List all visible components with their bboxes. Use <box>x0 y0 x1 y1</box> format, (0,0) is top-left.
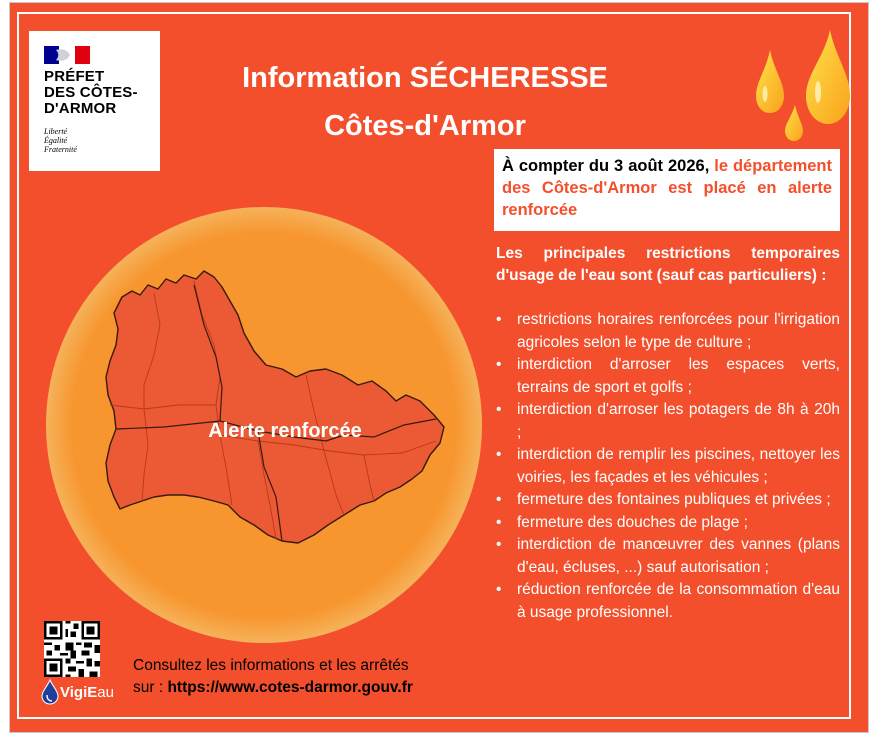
prefecture-name <box>44 69 138 117</box>
restriction-item <box>496 309 840 354</box>
vigieau-wordmark <box>60 684 114 701</box>
prefecture-logo <box>29 31 160 171</box>
announcement-status: le département des Côtes-d'Armor est placé en alerte renforcée <box>502 157 832 219</box>
bullet-icon: • <box>496 536 502 553</box>
consult-info <box>133 655 413 699</box>
restriction-item <box>496 354 840 399</box>
restriction-text: interdiction d'arroser les espaces verts, terrains de sport et golfs ; <box>517 356 840 396</box>
qr-code-icon[interactable] <box>44 621 100 677</box>
page-subtitle: Côtes-d'Armor <box>324 110 526 142</box>
water-drops-icon <box>748 30 856 145</box>
prefecture-name-line1: PRÉFET <box>44 68 105 85</box>
restrictions-intro: Les principales restrictions temporaires d'usage de l'eau sont (sauf cas particuliers) : <box>496 245 840 284</box>
restriction-item <box>496 579 840 624</box>
restriction-text: réduction renforcée de la consommation d'eau à usage professionnel. <box>517 581 840 621</box>
restriction-item <box>496 399 840 444</box>
bullet-icon: • <box>496 581 502 598</box>
vigieau-bold: VigiE <box>60 684 98 701</box>
restriction-text: interdiction de remplir les piscines, nettoyer les voiries, les façades et les véhicules ; <box>517 446 840 486</box>
prefecture-name-line2: DES CÔTES- <box>44 84 138 101</box>
consult-line1: Consultez les informations et les arrêtés <box>133 657 409 674</box>
bullet-icon: • <box>496 513 502 531</box>
restriction-item <box>496 489 840 512</box>
restrictions-list <box>496 309 840 624</box>
alert-level-label: Alerte renforcée <box>208 420 362 442</box>
bullet-icon: • <box>496 311 502 328</box>
marianne-flag-icon <box>44 46 90 64</box>
restriction-text: fermeture des douches de plage ; <box>517 513 748 531</box>
prefecture-name-line3: D'ARMOR <box>44 100 117 117</box>
prefecture-url-link[interactable]: https://www.cotes-darmor.gouv.fr <box>167 679 413 696</box>
motto-liberte: Liberté <box>44 127 68 136</box>
bullet-icon: • <box>496 446 502 463</box>
restriction-item <box>496 512 840 535</box>
page-title: Information SÉCHERESSE <box>242 62 608 94</box>
alert-announcement <box>494 149 840 231</box>
bullet-icon: • <box>496 401 502 418</box>
restriction-item <box>496 444 840 489</box>
restriction-text: interdiction d'arroser les potagers de 8h à 20h ; <box>517 401 840 441</box>
restriction-text: restrictions horaires renforcées pour l'irrigation agricoles selon le type de culture ; <box>517 311 840 351</box>
consult-line2 <box>133 677 413 699</box>
consult-prefix: sur : <box>133 679 168 696</box>
vigieau-light: au <box>97 684 114 701</box>
republic-motto <box>44 127 77 154</box>
bullet-icon: • <box>496 491 502 508</box>
restriction-item <box>496 534 840 579</box>
motto-fraternite: Fraternité <box>44 145 77 154</box>
announcement-date: À compter du 3 août 2026, <box>502 157 710 175</box>
motto-egalite: Égalité <box>44 136 68 145</box>
restriction-text: fermeture des fontaines publiques et privées ; <box>517 491 831 508</box>
restriction-text: interdiction de manœuvrer des vannes (plans d'eau, écluses, ...) sauf autorisation ; <box>517 536 840 576</box>
bullet-icon: • <box>496 356 502 373</box>
